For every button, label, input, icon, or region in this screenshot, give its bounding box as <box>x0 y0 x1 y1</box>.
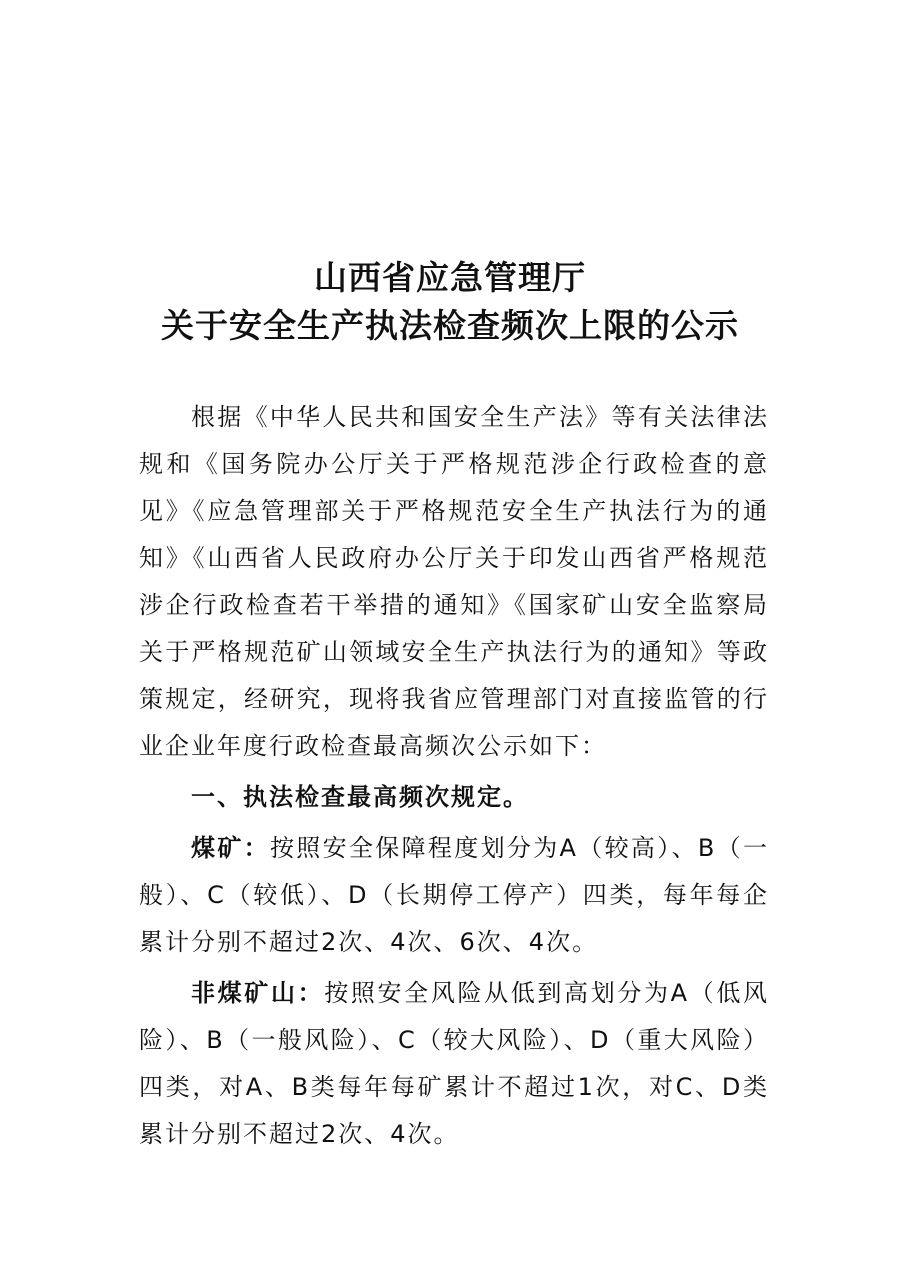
paragraph-lead-coal: 煤矿： <box>191 834 270 862</box>
section-heading-text: 一、执法检查最高频次规定。 <box>191 783 529 811</box>
paragraph-non-coal-mine <box>139 970 769 1158</box>
paragraph-coal-mine <box>139 825 769 966</box>
paragraph-text-non-coal: 按照安全风险从低到高划分为A（低风险）、B（一般风险）、C（较大风险）、D（重大风险）四类，对A、B类每年每矿累计不超过1次，对C、D类累计分别不超过2次、4次。 <box>139 979 769 1148</box>
section-heading-1 <box>139 774 769 821</box>
document-body <box>139 394 769 1158</box>
paragraph-intro: 根据《中华人民共和国安全生产法》等有关法律法规和《国务院办公厅关于严格规范涉企行政检查的意见》《应急管理部关于严格规范安全生产执法行为的通知》《山西省人民政府办公厅关于印发山西省严格规范涉企行政检查若干举措的通知》《国家矿山安全监察局关于严格规范矿山领域安全生产执法行为的通知》等政策规定，经研究，现将我省应管理部门对直接监管的行业企业年度行政检查最高频次公示如下： <box>139 403 769 760</box>
paragraph-text-coal: 按照安全保障程度划分为A（较高）、B（一般）、C（较低）、D（长期停工停产）四类，每年每企累计分别不超过2次、4次、6次、4次。 <box>139 834 770 956</box>
title-line-2: 关于安全生产执法检查频次上限的公示 <box>161 306 739 345</box>
title-line-1: 山西省应急管理厅 <box>314 258 586 297</box>
paragraph-lead-non-coal: 非煤矿山： <box>191 979 325 1007</box>
